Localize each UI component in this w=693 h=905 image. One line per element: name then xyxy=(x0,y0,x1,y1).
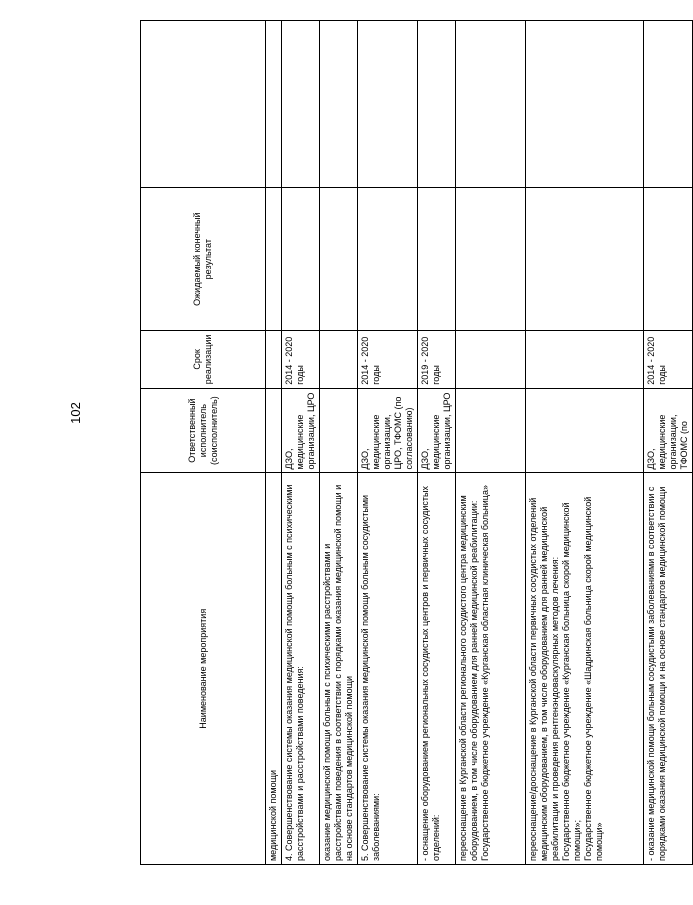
cell-term xyxy=(266,330,282,388)
header-result: Ожидаемый конечный результат xyxy=(141,188,266,331)
cell-term: 2014 - 2020 годы xyxy=(282,330,320,388)
table-row xyxy=(358,21,418,865)
cell-extra xyxy=(456,21,526,188)
cell-extra xyxy=(644,21,693,188)
cell-term: 2014 - 2020 годы xyxy=(644,330,693,388)
cell-name xyxy=(456,473,526,865)
cell-name-line: Государственное бюджетное учреждение «Шадринская больница скорой медицинской помощи» xyxy=(583,496,604,861)
cell-term xyxy=(526,330,644,388)
cell-extra xyxy=(358,21,418,188)
header-extra xyxy=(141,21,266,188)
cell-responsible xyxy=(456,388,526,473)
cell-name: 5. Совершенствование системы оказания медицинской помощи больным сосудистыми заболеваниями: xyxy=(358,473,418,865)
table-row xyxy=(266,21,282,865)
cell-result xyxy=(418,188,456,331)
cell-name: 4. Совершенствование системы оказания медицинской помощи больным с психическими расстройствами и расстройствами поведения: xyxy=(282,473,320,865)
cell-term: 2014 - 2020 годы xyxy=(358,330,418,388)
cell-term xyxy=(320,330,358,388)
cell-term: 2019 - 2020 годы xyxy=(418,330,456,388)
table-row xyxy=(418,21,456,865)
table-row xyxy=(456,21,526,865)
cell-name xyxy=(526,473,644,865)
cell-name-line: переоснащение в Курганской области регионального сосудистого центра медицинским оборудованием, в том числе оборудованием для ранней медицинской реабилитации: xyxy=(458,495,479,861)
cell-result xyxy=(320,188,358,331)
cell-responsible: ДЗО, медицинские организации, ТФОМС (по xyxy=(644,388,693,473)
cell-name: оказание медицинской помощи больным с психическими расстройствами и расстройствами поведения в соответствии с порядками оказания медицинской помощи и на основе стандартов медицинской помощи xyxy=(320,473,358,865)
cell-result xyxy=(266,188,282,331)
cell-name: - оказание медицинской помощи больным сосудистыми заболеваниями в соответствии с порядками оказания медицинской помощи и на основе стандартов медицинской помощи xyxy=(644,473,693,865)
measures-table xyxy=(140,20,693,865)
cell-name-line: Государственное бюджетное учреждение «Курганская больница скорой медицинской помощи»; xyxy=(561,502,582,861)
cell-responsible: ДЗО, медицинские организации, ЦРО xyxy=(418,388,456,473)
cell-extra xyxy=(526,21,644,188)
cell-result xyxy=(456,188,526,331)
cell-result xyxy=(282,188,320,331)
cell-responsible: ДЗО, медицинские организации, ЦРО, ТФОМС (по согласованию) xyxy=(358,388,418,473)
cell-extra xyxy=(418,21,456,188)
table-row xyxy=(526,21,644,865)
header-row xyxy=(141,21,266,865)
cell-extra xyxy=(320,21,358,188)
cell-extra xyxy=(266,21,282,188)
cell-result xyxy=(358,188,418,331)
table-row xyxy=(644,21,693,865)
header-term: Срок реализации xyxy=(141,330,266,388)
cell-responsible: ДЗО, медицинские организации, ЦРО xyxy=(282,388,320,473)
cell-term xyxy=(456,330,526,388)
page-number: 102 xyxy=(68,402,83,424)
cell-extra xyxy=(282,21,320,188)
cell-name-line: переоснащение/дооснащение в Курганской области первичных сосудистых отделений медицинским оборудованием, в том числе оборудованием для ранней медицинской реабилитации и проведения рентгенэндоваскулярных методов лечения: xyxy=(528,497,560,861)
cell-result xyxy=(644,188,693,331)
cell-result xyxy=(526,188,644,331)
cell-name-line: Государственное бюджетное учреждение «Курганская областная клиническая больница» xyxy=(480,485,490,861)
cell-name: медицинской помощи xyxy=(266,473,282,865)
table-row xyxy=(320,21,358,865)
rotated-page xyxy=(140,20,689,865)
table-row xyxy=(282,21,320,865)
cell-name: - оснащение оборудованием региональных сосудистых центров и первичных сосудистых отделений: xyxy=(418,473,456,865)
cell-responsible xyxy=(266,388,282,473)
header-responsible: Ответственный исполнитель (соисполнитель) xyxy=(141,388,266,473)
header-name: Наименование мероприятия xyxy=(141,473,266,865)
cell-responsible xyxy=(526,388,644,473)
cell-responsible xyxy=(320,388,358,473)
